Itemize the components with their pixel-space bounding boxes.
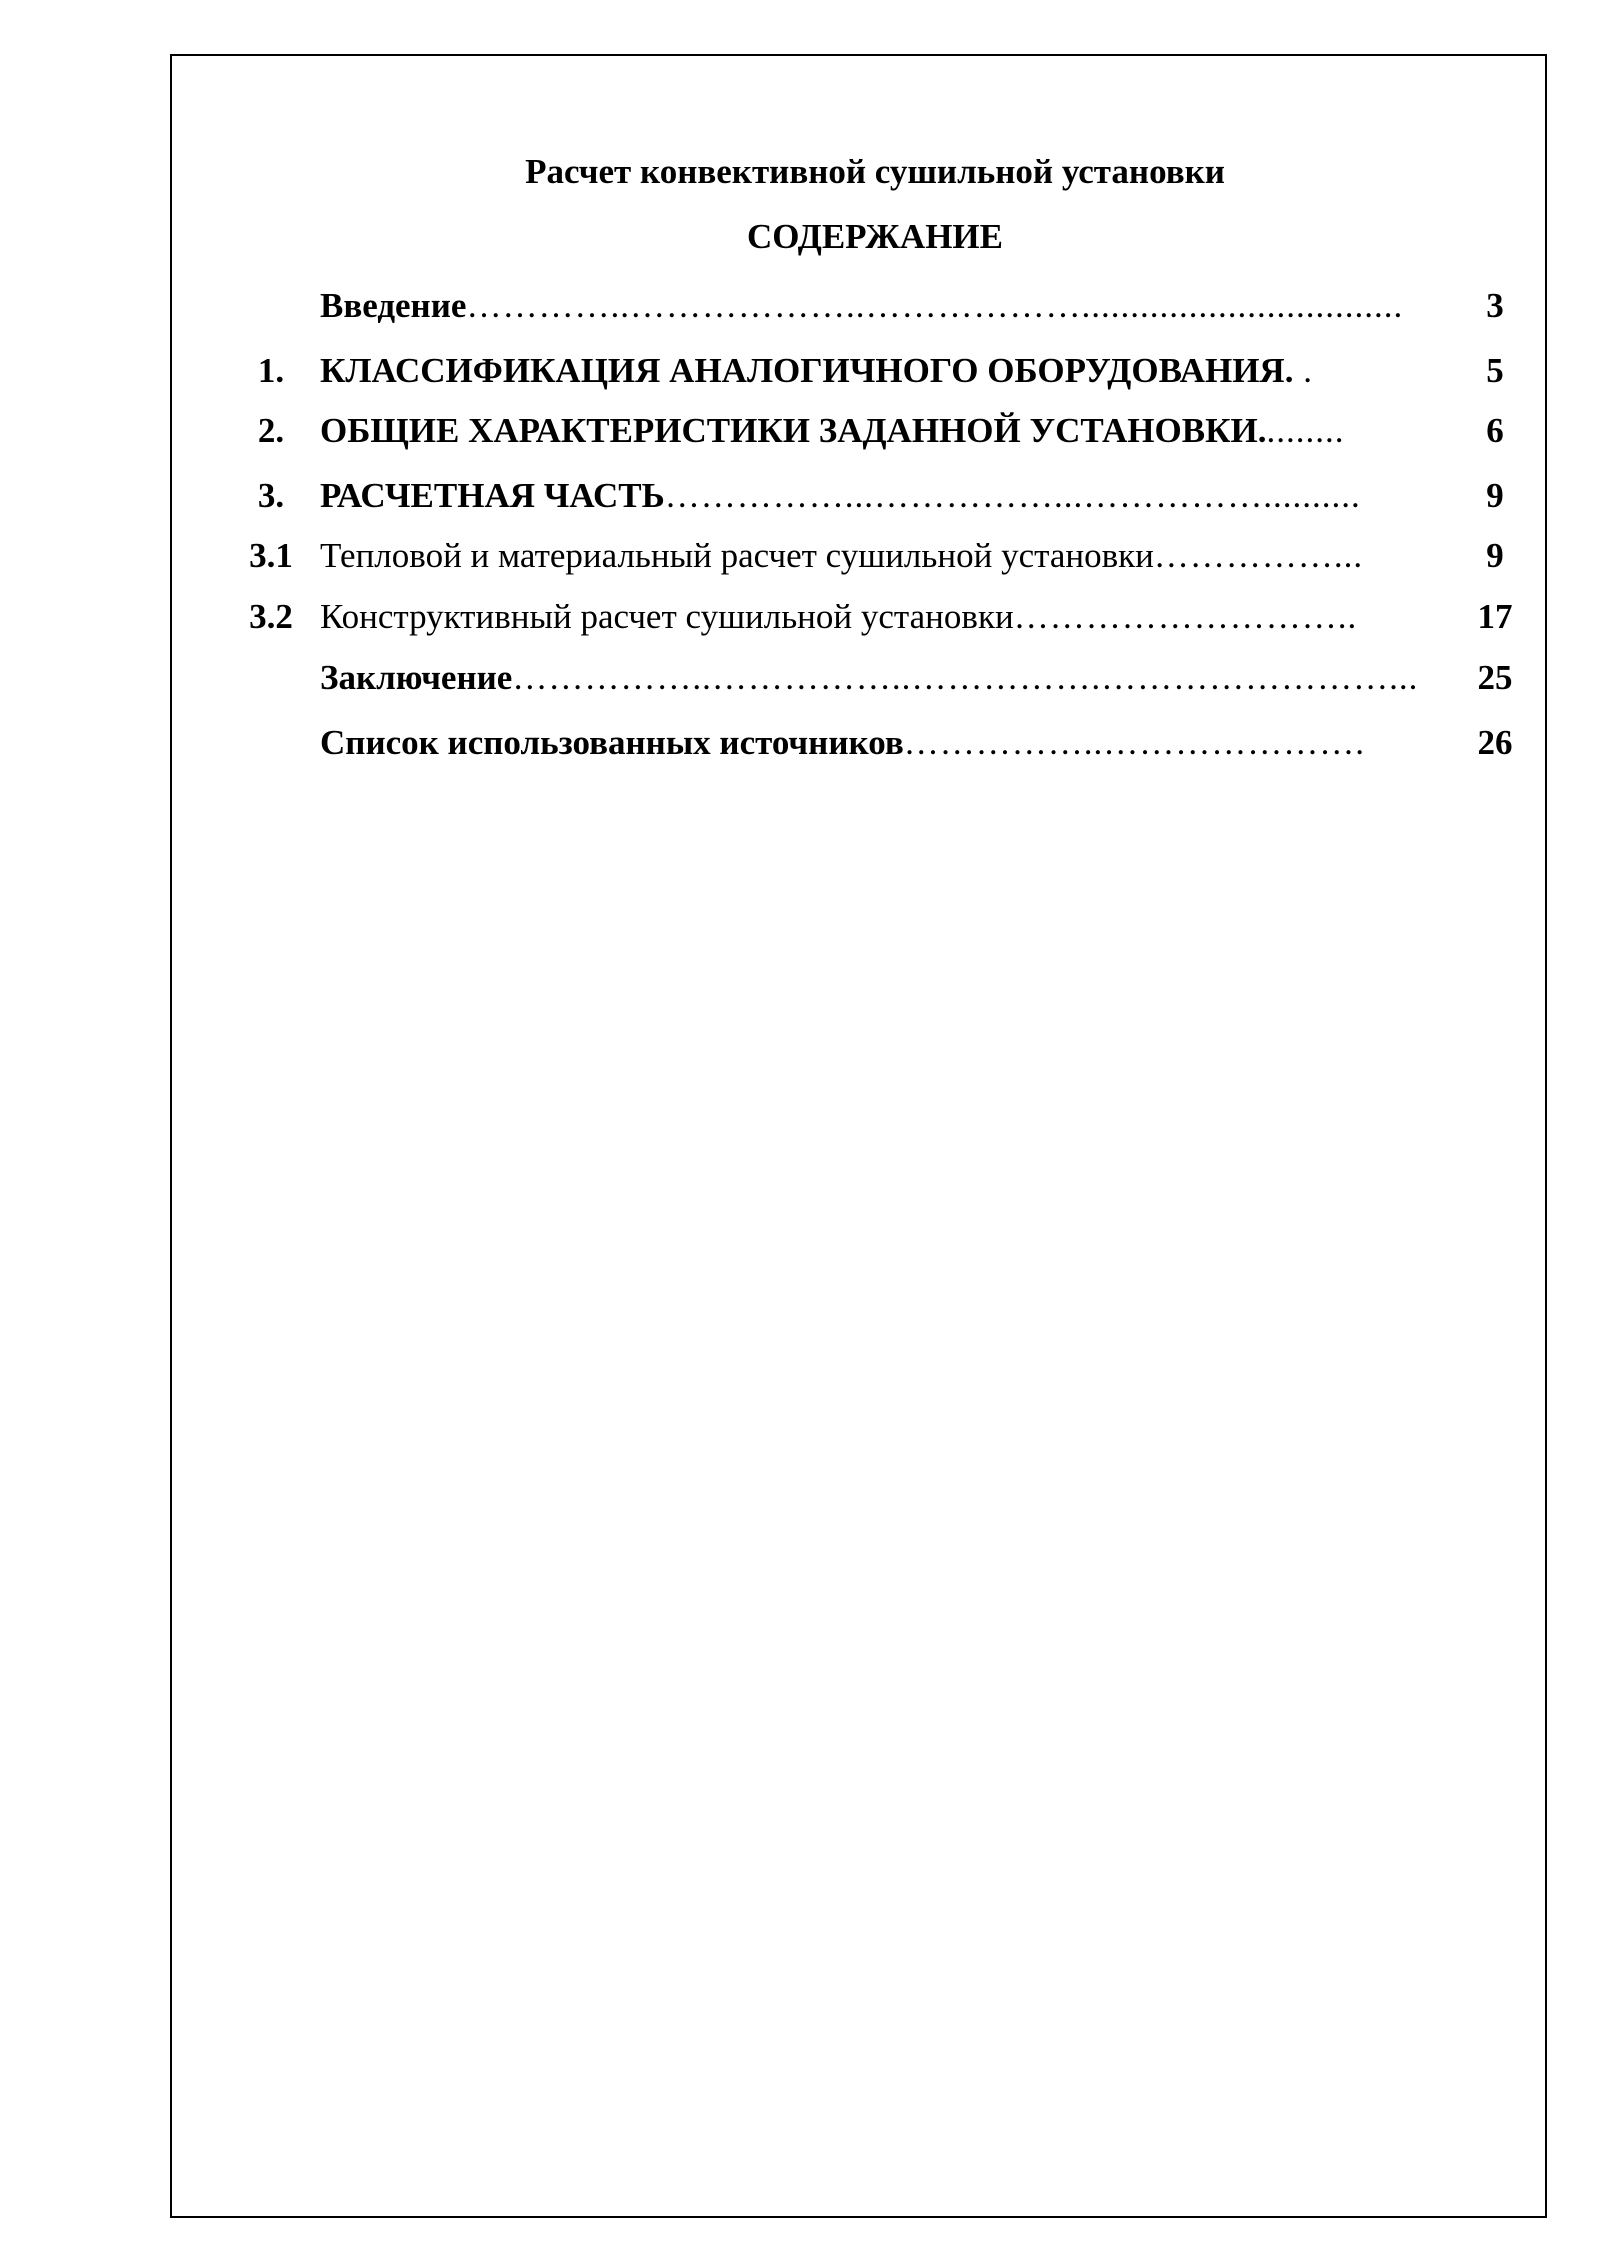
toc-entry-leader: ……………..…………………. xyxy=(903,723,1365,762)
toc-entry-leader: ........ xyxy=(1266,411,1345,450)
toc-entry-number: 3.2 xyxy=(249,597,293,636)
toc-entry-references[interactable] xyxy=(0,720,1600,766)
toc-entry-constructive-calculation[interactable] xyxy=(0,594,1600,640)
toc-entry-page: 17 xyxy=(1477,597,1513,636)
toc-entry-title: КЛАССИФИКАЦИЯ АНАЛОГИЧНОГО ОБОРУДОВАНИЯ. xyxy=(320,351,1294,390)
toc-entry-number: 1. xyxy=(257,351,285,390)
toc-entry-leader: . xyxy=(1293,351,1313,390)
toc-entry-leader: ……………..……………..…………….……………………... xyxy=(512,658,1419,697)
toc-entry-conclusion[interactable] xyxy=(0,655,1600,701)
toc-entry-title: Конструктивный расчет сушильной установки xyxy=(320,597,1014,636)
toc-entry-title: ОБЩИЕ ХАРАКТЕРИСТИКИ ЗАДАННОЙ УСТАНОВКИ. xyxy=(320,411,1267,450)
toc-entry-leader: ……………………….. xyxy=(1013,597,1358,636)
toc-entry-thermal-calculation[interactable] xyxy=(0,533,1600,579)
toc-entry-leader: ……………... xyxy=(1153,536,1364,575)
toc-entry-title: Заключение xyxy=(320,658,513,697)
toc-entry-leader: …………..………………..………………................................. xyxy=(466,286,1404,325)
toc-entry-number: 3. xyxy=(257,476,285,515)
document-title: Расчет конвективной сушильной установки xyxy=(525,152,1225,191)
toc-entry-leader: ……………...……………...…………….......... xyxy=(664,476,1361,515)
toc-entry-page: 26 xyxy=(1477,723,1513,762)
toc-entry-title: РАСЧЕТНАЯ ЧАСТЬ xyxy=(320,476,665,515)
toc-entry-number: 2. xyxy=(257,411,285,450)
toc-entry-page: 25 xyxy=(1477,658,1513,697)
toc-entry-general-characteristics[interactable] xyxy=(0,408,1600,454)
toc-entry-page: 3 xyxy=(1486,286,1504,325)
toc-entry-introduction[interactable] xyxy=(0,283,1600,329)
toc-entry-page: 6 xyxy=(1486,411,1504,450)
toc-entry-title: Введение xyxy=(320,286,467,325)
toc-entry-page: 9 xyxy=(1486,476,1504,515)
toc-entry-title: Список использованных источников xyxy=(320,723,904,762)
toc-entry-page: 9 xyxy=(1486,536,1504,575)
toc-entry-classification[interactable] xyxy=(0,348,1600,394)
toc-entry-page: 5 xyxy=(1486,351,1504,390)
toc-entry-title: Тепловой и материальный расчет сушильной установки xyxy=(320,536,1154,575)
toc-entry-calculation-part[interactable] xyxy=(0,473,1600,519)
toc-entry-number: 3.1 xyxy=(249,536,293,575)
toc-heading: СОДЕРЖАНИЕ xyxy=(746,217,1003,256)
